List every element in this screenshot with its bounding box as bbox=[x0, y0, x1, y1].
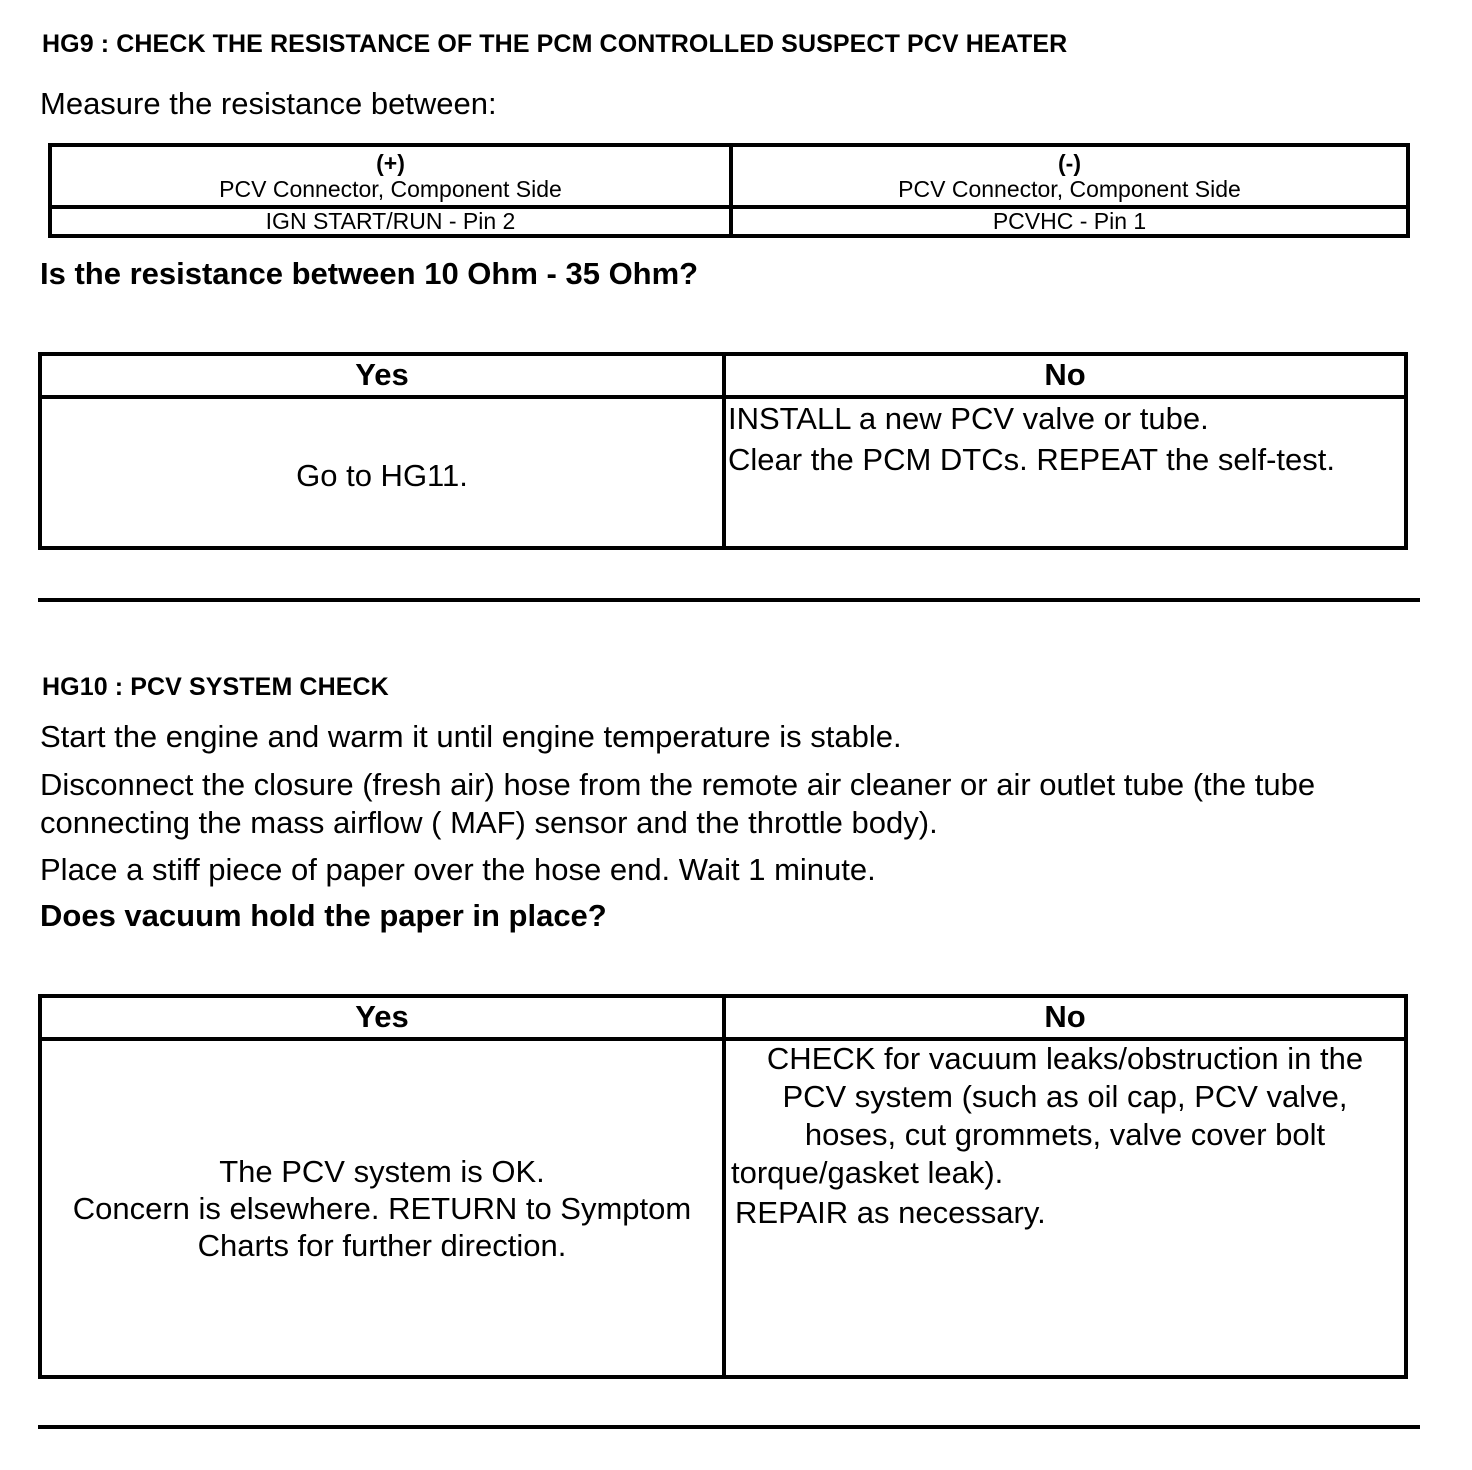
hg10-title: HG10 : PCV SYSTEM CHECK bbox=[42, 673, 389, 701]
hg9-intro: Measure the resistance between: bbox=[40, 86, 497, 121]
measurement-positive-header bbox=[52, 150, 729, 202]
hg9-no-line: INSTALL a new PCV valve or tube. bbox=[728, 401, 1209, 436]
section-divider bbox=[38, 1425, 1420, 1429]
hg10-no-line: hoses, cut grommets, valve cover bolt bbox=[804, 1117, 1326, 1152]
hg10-paragraph bbox=[40, 766, 1315, 842]
hg9-yes-header: Yes bbox=[355, 357, 409, 392]
hg10-paragraph: Start the engine and warm it until engine temperature is stable. bbox=[40, 719, 902, 754]
hg10-no-line: PCV system (such as oil cap, PCV valve, bbox=[782, 1079, 1348, 1114]
measurement-table bbox=[48, 143, 1410, 238]
hg10-no-line: torque/gasket leak). bbox=[731, 1155, 1004, 1190]
positive-connector-label: PCV Connector, Component Side bbox=[219, 176, 562, 202]
hg9-no-header: No bbox=[1044, 357, 1086, 392]
hg10-no-header: No bbox=[1044, 999, 1086, 1034]
hg10-yes-header: Yes bbox=[355, 999, 409, 1034]
hg9-answer-header-line bbox=[42, 395, 1404, 399]
hg9-no-line: Clear the PCM DTCs. REPEAT the self-test. bbox=[728, 442, 1335, 477]
section-divider bbox=[38, 598, 1420, 602]
negative-sign: (-) bbox=[1058, 150, 1081, 176]
measurement-positive-pin: IGN START/RUN - Pin 2 bbox=[265, 208, 516, 234]
measurement-negative-header bbox=[733, 150, 1406, 202]
hg10-yes-action bbox=[42, 1153, 722, 1264]
hg10-question: Does vacuum hold the paper in place? bbox=[40, 898, 607, 933]
hg9-no-action bbox=[728, 400, 1404, 479]
positive-sign: (+) bbox=[376, 150, 405, 176]
hg10-yes-line: Concern is elsewhere. RETURN to Symptom bbox=[72, 1191, 692, 1226]
hg10-paragraph-line: connecting the mass airflow ( MAF) sensor and the throttle body). bbox=[40, 805, 938, 840]
hg10-no-line: REPAIR as necessary. bbox=[735, 1195, 1046, 1230]
hg10-paragraph: Place a stiff piece of paper over the hose end. Wait 1 minute. bbox=[40, 852, 876, 887]
hg9-answer-table bbox=[38, 352, 1408, 550]
measurement-negative-pin: PCVHC - Pin 1 bbox=[992, 208, 1147, 234]
hg10-yes-line: Charts for further direction. bbox=[197, 1228, 567, 1263]
negative-connector-label: PCV Connector, Component Side bbox=[898, 176, 1241, 202]
hg10-paragraph-line: Disconnect the closure (fresh air) hose from the remote air cleaner or air outlet tube (the tube bbox=[40, 767, 1316, 802]
hg9-yes-action: Go to HG11. bbox=[296, 458, 468, 493]
hg10-yes-line: The PCV system is OK. bbox=[219, 1154, 545, 1189]
hg10-no-action bbox=[726, 1040, 1404, 1232]
hg10-answer-table bbox=[38, 994, 1408, 1379]
hg9-question: Is the resistance between 10 Ohm - 35 Ohm? bbox=[40, 256, 699, 291]
hg9-title: HG9 : CHECK THE RESISTANCE OF THE PCM CONTROLLED SUSPECT PCV HEATER bbox=[42, 30, 1068, 58]
hg10-no-line: CHECK for vacuum leaks/obstruction in the bbox=[766, 1041, 1364, 1076]
